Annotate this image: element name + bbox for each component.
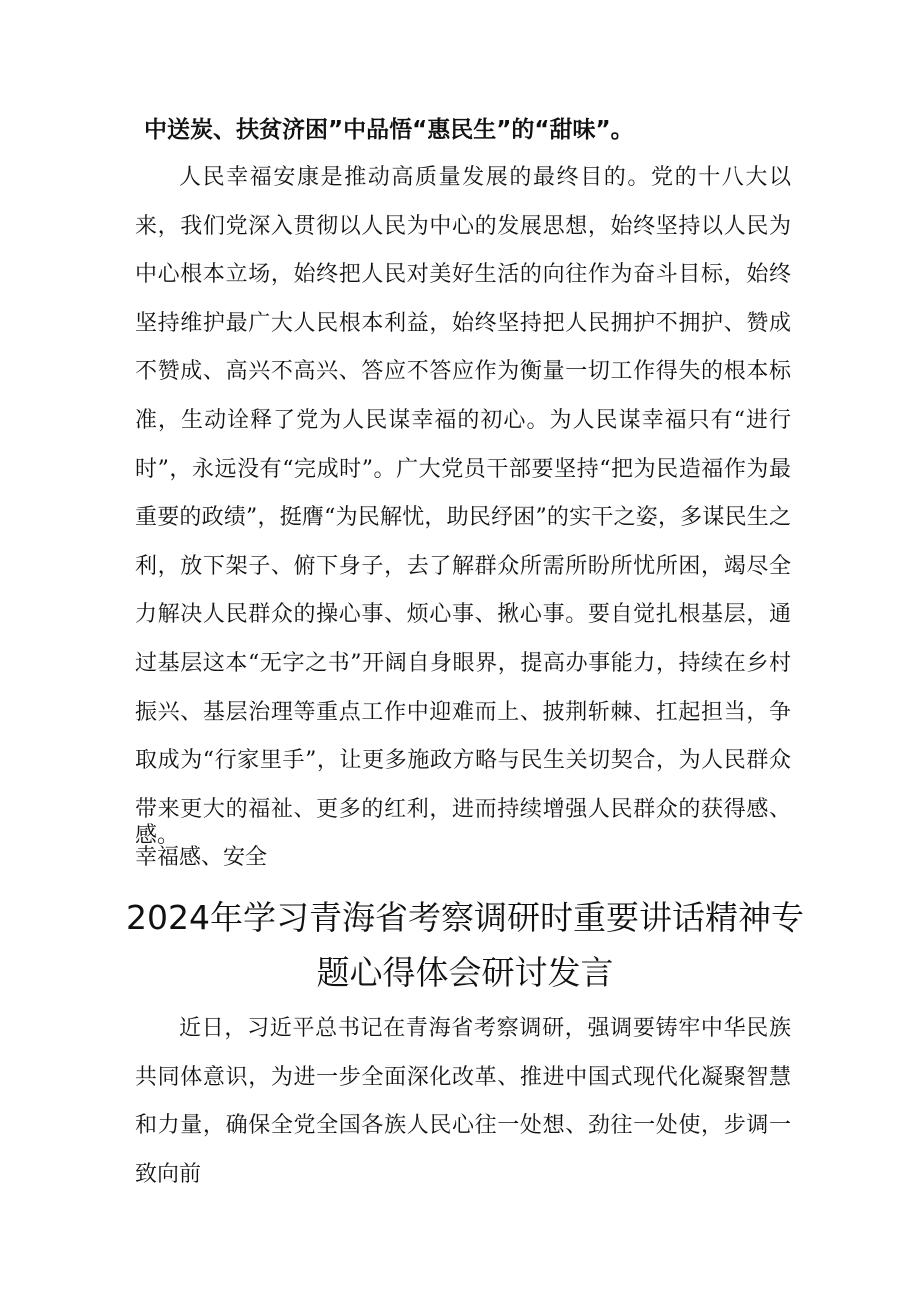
body-paragraph: 近日，习近平总书记在青海省考察调研，强调要铸牢中华民族共同体意识，为进一步全面深化改革、推进中国式现代化凝聚智慧和力量，确保全党全国各族人民心往一处想、劲往一处使，步调一致向前 xyxy=(135,1016,791,1187)
paragraph-tail: 感。 xyxy=(135,823,180,848)
lead-line: 中送炭、扶贫济困”中品悟“惠民生”的“甜味”。 xyxy=(144,117,634,143)
body-paragraph: 人民幸福安康是推动高质量发展的最终目的。党的十八大以来，我们党深入贯彻以人民为中心的发展思想，始终坚持以人民为中心根本立场，始终把人民对美好生活的向往作为奋斗目标，始终坚持维护最广大人民根本利益，始终坚持把人民拥护不拥护、赞成不赞成、高兴不高兴、答应不答应作为衡量一切工作得失的根本标准，生动诠释了党为人民谋幸福的初心。为人民谋幸福只有“进行时”，永远没有“完成时”。广大党员干部要坚持“把为民造福作为最重要的政绩”，挺膺“为民解忧，助民纾困”的实干之姿，多谋民生之利，放下架子、俯下身子，去了解群众所需所盼所忧所困，竭尽全力解决人民群众的操心事、烦心事、揪心事。要自觉扎根基层，通过基层这本“无字之书”开阔自身眼界，提高办事能力，持续在乡村振兴、基层治理等重点工作中迎难而上、披荆斩棘、扛起担当，争取成为“行家里手”，让更多施政方略与民生关切契合，为人民群众带来更大的福祉、更多的红利，进而持续增强人民群众的获得感、幸福感、安全 xyxy=(135,165,791,871)
section-title: 2024年学习青海省考察调研时重要讲话精神专题心得体会研讨发言 xyxy=(126,898,804,992)
